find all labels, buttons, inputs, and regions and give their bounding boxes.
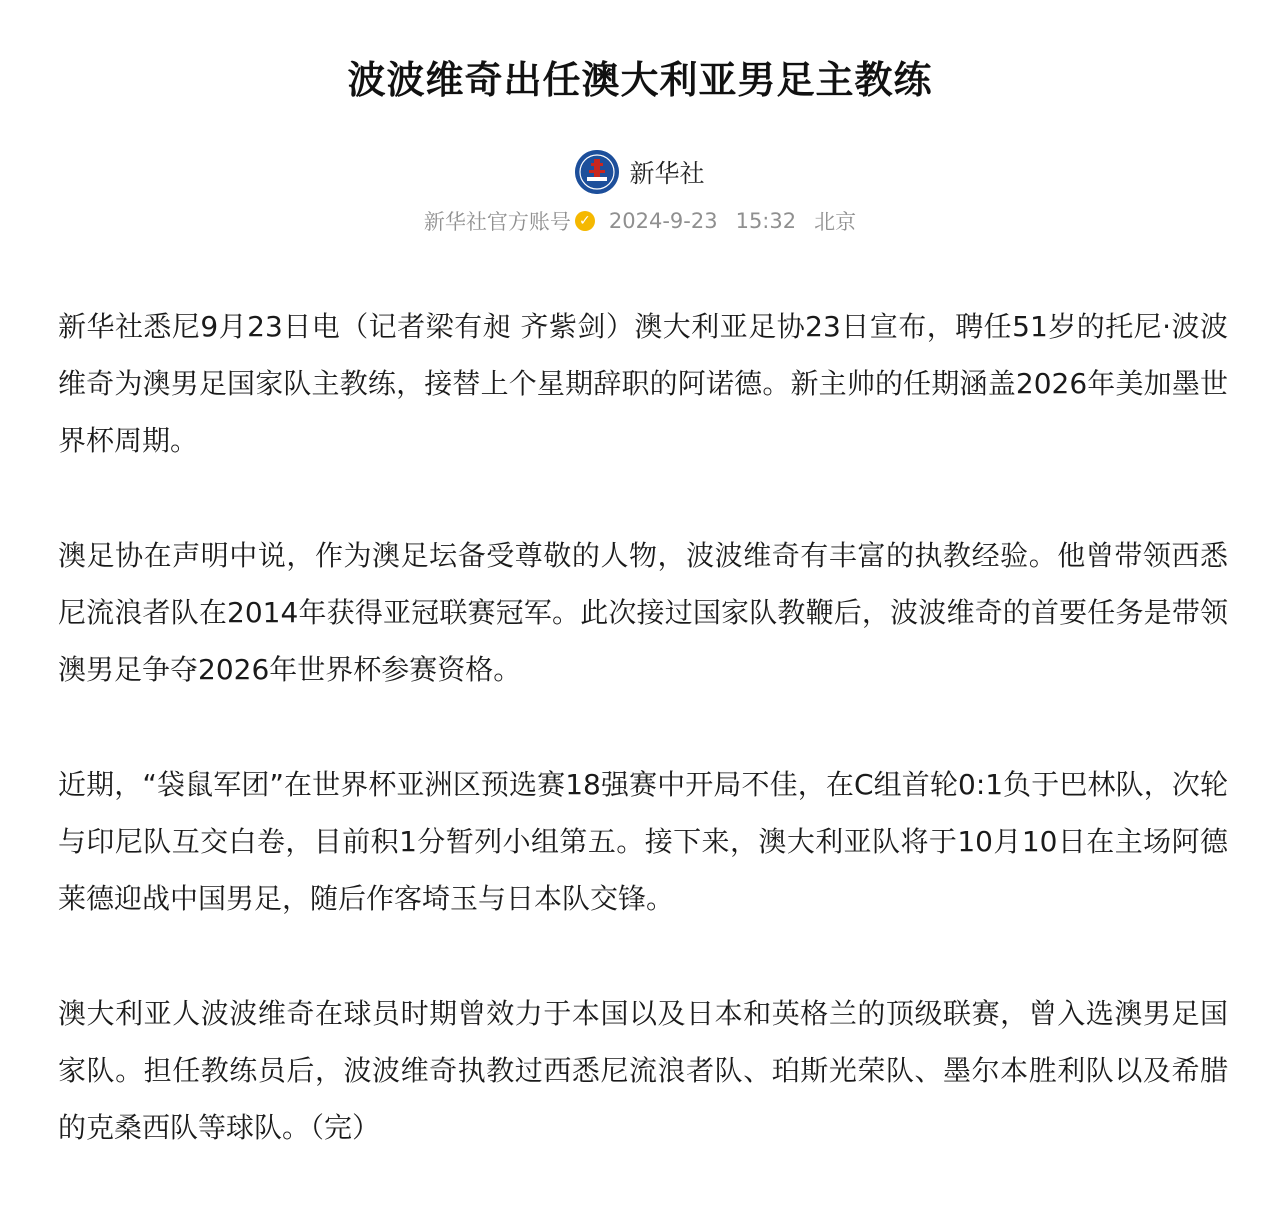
xinhua-logo-icon: [575, 150, 619, 194]
article-body: [58, 298, 1228, 1214]
verified-badge-icon: ✓: [575, 211, 595, 231]
paragraph-3: 近期，“袋鼠军团”在世界杯亚洲区预选赛18强赛中开局不佳，在C组首轮0:1负于巴林队，次轮与印尼队互交白卷，目前积1分暂列小组第五。接下来，澳大利亚队将于10月10日在主场阿德莱德迎战中国男足，随后作客埼玉与日本队交锋。: [58, 768, 1228, 915]
publish-date: 2024-9-23: [608, 209, 718, 233]
author-row[interactable]: [0, 150, 1280, 194]
paragraph-2: 澳足协在声明中说，作为澳足坛备受尊敬的人物，波波维奇有丰富的执教经验。他曾带领西悉尼流浪者队在2014年获得亚冠联赛冠军。此次接过国家队教鞭后，波波维奇的首要任务是带领澳男足争夺2026年世界杯参赛资格。: [58, 539, 1228, 686]
publish-location: 北京: [814, 210, 857, 234]
publish-time: 15:32: [735, 209, 797, 233]
article-title: 波波维奇出任澳大利亚男足主教练: [347, 58, 933, 102]
paragraph-4: 澳大利亚人波波维奇在球员时期曾效力于本国以及日本和英格兰的顶级联赛，曾入选澳男足国家队。担任教练员后，波波维奇执教过西悉尼流浪者队、珀斯光荣队、墨尔本胜利队以及希腊的克桑西队等球队。（完）: [58, 997, 1228, 1144]
author-name[interactable]: 新华社: [629, 159, 705, 188]
account-label: 新华社官方账号: [423, 210, 571, 234]
article-meta: [0, 206, 1280, 236]
paragraph-1: 新华社悉尼9月23日电（记者梁有昶 齐紫剑）澳大利亚足协23日宣布，聘任51岁的托尼·波波维奇为澳男足国家队主教练，接替上个星期辞职的阿诺德。新主帅的任期涵盖2026年美加墨世界杯周期。: [58, 310, 1228, 457]
